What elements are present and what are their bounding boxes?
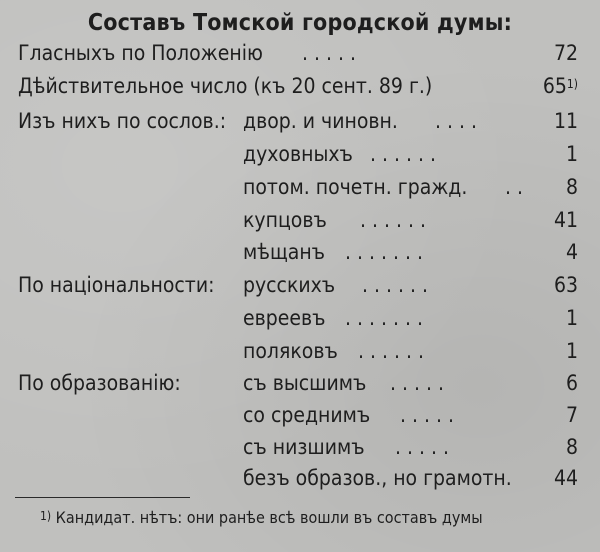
leader-dots: ....... [345,240,429,264]
footnote-marker: 1) [566,77,578,91]
table-row [0,463,600,493]
row-value: 1 [565,306,578,330]
row-sublabel: безъ образов., но грамотн. [243,466,512,490]
row-label: По національности: [18,273,215,297]
document-title: Составъ Томской городской думы: [87,10,513,36]
leader-dots: ...... [358,339,430,363]
row-value: 8 [565,435,578,459]
leader-dots: ..... [390,371,450,395]
leader-dots: ...... [360,208,432,232]
table-row [0,205,600,235]
row-label: Дѣйствительное число (къ 20 сент. 89 г.) [18,74,433,98]
row-sublabel: духовныхъ [243,142,353,166]
leader-dots: ..... [400,403,460,427]
footnote-marker: 1) [40,509,52,523]
row-label: Гласныхъ по Положенію [18,41,263,65]
table-row [0,71,600,101]
row-sublabel: поляковъ [243,339,338,363]
footnote-divider [15,497,190,498]
row-sublabel: со среднимъ [243,403,371,427]
leader-dots: ...... [370,142,442,166]
row-sublabel: потом. почетн. гражд. [243,175,468,199]
table-row [0,336,600,366]
row-value: 72 [553,41,578,65]
row-sublabel: съ низшимъ [243,435,365,459]
table-row [0,368,600,398]
leader-dots: ...... [362,273,434,297]
row-value: 4 [565,240,578,264]
footnote-text: Кандидат. нѣтъ: они ранѣе всѣ вошли въ составъ думы [51,508,483,527]
row-value: 65$^{1)}$ [542,74,578,98]
table-row [0,400,600,430]
row-sublabel: двор. и чиновн. [243,109,398,133]
table-row [0,303,600,333]
leader-dots: .... [435,109,483,133]
row-value: 8 [565,175,578,199]
row-sublabel: съ высшимъ [243,371,367,395]
row-value: 1 [565,142,578,166]
table-row [0,139,600,169]
table-row [0,38,600,68]
table-row [0,270,600,300]
footnote [40,504,483,532]
leader-dots: ..... [302,41,362,65]
row-value: 41 [553,208,578,232]
row-label: По образованію: [18,371,181,395]
row-value: 7 [565,403,578,427]
row-value: 6 [565,371,578,395]
table-row [0,237,600,267]
row-sublabel: евреевъ [243,306,326,330]
table-row [0,432,600,462]
row-value: 11 [553,109,578,133]
row-value: 1 [565,339,578,363]
table-row [0,172,600,202]
leader-dots: ....... [345,306,429,330]
row-sublabel: мѣщанъ [243,240,326,264]
table-row [0,106,600,136]
leader-dots: .. [505,175,529,199]
row-sublabel: купцовъ [243,208,327,232]
row-label: Изъ нихъ по сослов.: [18,109,227,133]
row-value: 44 [553,466,578,490]
leader-dots: ..... [395,435,455,459]
row-sublabel: русскихъ [243,273,336,297]
row-value: 63 [553,273,578,297]
